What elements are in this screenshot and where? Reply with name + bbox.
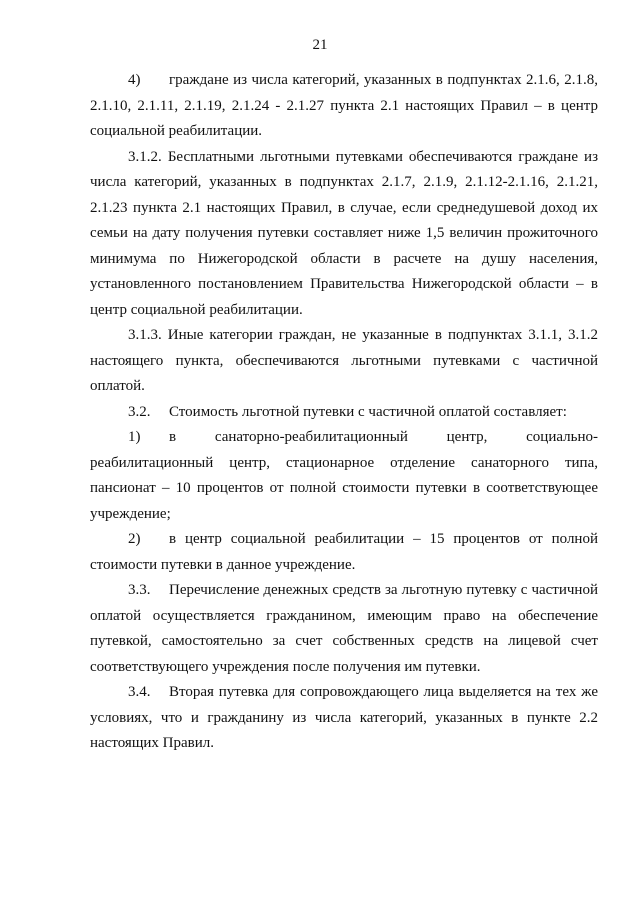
paragraph-text: граждане из числа категорий, указанных в подпунктах 2.1.6, 2.1.8, 2.1.10, 2.1.11, 2.1.19, 2.1.24 - 2.1.27 пункта 2.1 настоящих Правил – в центр социальной реабилитации. bbox=[90, 72, 598, 139]
paragraph-3-1-3 bbox=[90, 323, 598, 400]
paragraph-text: Перечисление денежных средств за льготную путевку с частичной оплатой осуществляется гражданином, имеющим право на обеспечение путевкой, самостоятельно за счет собственных средств на лицевой счет соответствующего учреждения после получения им путевки. bbox=[90, 582, 598, 675]
paragraph-3-1-2 bbox=[90, 145, 598, 324]
paragraph-3-4 bbox=[90, 680, 598, 757]
paragraph-text: Вторая путевка для сопровождающего лица выделяется на тех же условиях, что и гражданину из числа категорий, указанных в пункте 2.2 настоящих Правил. bbox=[90, 684, 598, 751]
paragraph-text: 3.1.2. Бесплатными льготными путевками обеспечиваются граждане из числа категорий, указанных в подпунктах 2.1.7, 2.1.9, 2.1.12-2.1.16, 2.1.21, 2.1.23 пункта 2.1 настоящих Правил, в случае, если среднедушевой доход их семьи на дату получения путевки составляет ниже 1,5 величин прожиточного минимума по Нижегородской области в расчете на душу населения, установленного постановлением Правительства Нижегородской области – в центр социальной реабилитации. bbox=[90, 148, 598, 318]
paragraph-text: Стоимость льготной путевки с частичной оплатой составляет: bbox=[169, 403, 567, 420]
document-body bbox=[90, 68, 598, 757]
paragraph-item-1 bbox=[90, 425, 598, 527]
paragraph-text: в центр социальной реабилитации – 15 процентов от полной стоимости путевки в данное учреждение. bbox=[90, 531, 598, 573]
paragraph-marker: 1) bbox=[128, 429, 141, 445]
paragraph-item-2 bbox=[90, 527, 598, 578]
paragraph-marker: 2) bbox=[128, 531, 141, 547]
paragraph-marker: 3.4. bbox=[128, 684, 151, 700]
paragraph-marker: 3.2. bbox=[128, 403, 151, 420]
paragraph-text: 3.1.3. Иные категории граждан, не указанные в подпунктах 3.1.1, 3.1.2 настоящего пункта, обеспечиваются льготными путевками с частичной оплатой. bbox=[90, 327, 598, 394]
paragraph-item-4 bbox=[90, 68, 598, 145]
paragraph-marker: 4) bbox=[128, 72, 141, 88]
page-number: 21 bbox=[312, 37, 328, 53]
paragraph-3-3 bbox=[90, 578, 598, 680]
paragraph-marker: 3.3. bbox=[128, 582, 151, 598]
paragraph-text: в санаторно-реабилитационный центр, социально-реабилитационный центр, стационарное отделение санаторного типа, пансионат – 10 процентов от полной стоимости путевки в соответствующее учреждение; bbox=[90, 429, 598, 522]
paragraph-3-2 bbox=[90, 400, 598, 426]
